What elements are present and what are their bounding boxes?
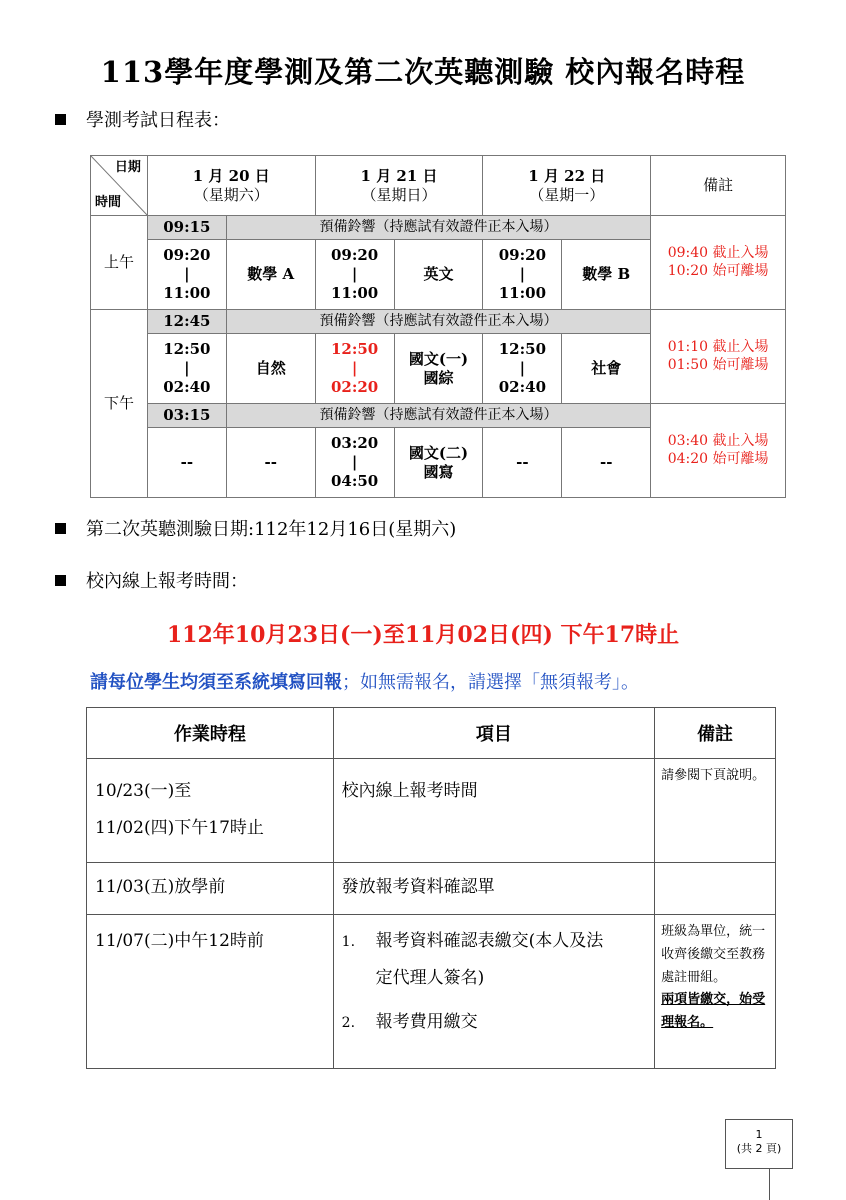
corner-date-label: 日期 <box>114 160 141 175</box>
day-header <box>147 156 315 216</box>
time-range: 09:20 | 11:00 <box>147 240 226 310</box>
time-range: 09:20 | 11:00 <box>483 240 562 310</box>
exam-note <box>651 216 786 310</box>
period-afternoon: 下午 <box>91 310 148 498</box>
empty-cell: -- <box>483 428 562 498</box>
item-list <box>342 923 654 1041</box>
day-weekday: （星期日） <box>361 185 437 204</box>
empty-cell: -- <box>562 428 651 498</box>
bell-time: 09:15 <box>147 216 226 240</box>
schedule-cell: 11/07(二)中午12時前 <box>87 915 334 1069</box>
time-range: 12:50 | 02:40 <box>483 334 562 404</box>
registration-deadline: 112年10月23日(一)至11月02日(四) 下午17時止 <box>166 622 680 648</box>
bell-time: 12:45 <box>147 310 226 334</box>
section-registration-time <box>55 567 248 593</box>
exam-note <box>651 310 786 404</box>
note-cell: 請參閱下頁說明。 <box>655 759 776 863</box>
table-row <box>87 863 776 915</box>
section-heading: 第二次英聽測驗日期:112年12月16日(星期六) <box>86 519 457 540</box>
square-bullet-icon <box>55 114 66 125</box>
subject: 國文(一) 國綜 <box>394 334 483 404</box>
bell-notice: 預備鈴響（持應試有效證件正本入場） <box>226 310 650 334</box>
day-date: 1 月 21 日 <box>360 166 438 185</box>
column-header: 作業時程 <box>87 708 334 759</box>
page-number: 1 <box>755 1128 763 1141</box>
bell-notice: 預備鈴響（持應試有效證件正本入場） <box>226 404 650 428</box>
list-item: 1. 報考資料確認表繳交(本人及法 定代理人簽名) <box>341 931 604 989</box>
underlined-note: 兩項皆繳交，始受理報名。 <box>661 992 766 1030</box>
subject: 數學 A <box>226 240 315 310</box>
column-header: 項目 <box>333 708 654 759</box>
time-range: 12:50 | 02:40 <box>147 334 226 404</box>
item-cell <box>333 915 654 1069</box>
instruction-text <box>90 668 639 694</box>
subject: 英文 <box>394 240 483 310</box>
page-title: 113學年度學測及第二次英聽測驗 校內報名時程 <box>100 55 746 89</box>
table-row <box>87 915 776 1069</box>
day-date: 1 月 22 日 <box>528 166 606 185</box>
table-row <box>87 759 776 863</box>
process-table <box>86 707 776 1069</box>
note-line: 10:20 始可離場 <box>667 262 769 279</box>
item-cell: 發放報考資料確認單 <box>333 863 654 915</box>
instruction-emphasis: 請每位學生均須至系統填寫回報 <box>90 672 342 693</box>
empty-cell: -- <box>226 428 315 498</box>
note-line: 01:10 截止入場 <box>667 339 769 355</box>
instruction-rest: ；如無需報名，請選擇「無須報考」。 <box>342 672 639 693</box>
bell-time: 03:15 <box>147 404 226 428</box>
subject: 數學 B <box>562 240 651 310</box>
time-range: 09:20 | 11:00 <box>315 240 394 310</box>
note-line: 04:20 始可離場 <box>667 450 769 467</box>
period-morning: 上午 <box>91 216 148 310</box>
day-header <box>483 156 651 216</box>
corner-header-cell <box>91 156 148 216</box>
time-range: 12:50 | 02:20 <box>315 334 394 404</box>
section-listening-test <box>55 515 456 541</box>
note-cell <box>655 863 776 915</box>
section-heading: 學測考試日程表： <box>86 110 230 131</box>
page-total: (共 2 頁) <box>736 1142 782 1156</box>
note-header: 備註 <box>651 156 786 216</box>
day-header <box>315 156 483 216</box>
item-cell: 校內線上報考時間 <box>333 759 654 863</box>
section-exam-schedule <box>55 106 230 132</box>
square-bullet-icon <box>55 523 66 534</box>
exam-note <box>651 404 786 498</box>
note-line: 01:50 始可離場 <box>667 356 769 373</box>
empty-cell: -- <box>147 428 226 498</box>
schedule-cell: 11/03(五)放學前 <box>87 863 334 915</box>
page-number-box <box>725 1119 793 1169</box>
subject: 國文(二) 國寫 <box>394 428 483 498</box>
section-heading: 校內線上報考時間： <box>86 571 248 592</box>
day-date: 1 月 20 日 <box>192 166 270 185</box>
subject: 社會 <box>562 334 651 404</box>
note-cell: 班級為單位，統一收齊後繳交至教務處註冊組。 兩項皆繳交，始受理報名。 <box>655 915 776 1069</box>
bell-notice: 預備鈴響（持應試有效證件正本入場） <box>226 216 650 240</box>
column-header: 備註 <box>655 708 776 759</box>
exam-schedule-table <box>90 155 786 498</box>
square-bullet-icon <box>55 575 66 586</box>
time-range: 03:20 | 04:50 <box>315 428 394 498</box>
corner-time-label: 時間 <box>95 194 122 210</box>
list-item: 2. 報考費用繳交 <box>341 1011 478 1032</box>
schedule-cell: 10/23(一)至 11/02(四)下午17時止 <box>87 759 334 863</box>
day-weekday: （星期六） <box>193 185 269 204</box>
day-weekday: （星期一） <box>529 185 605 204</box>
note-line: 03:40 截止入場 <box>667 433 769 449</box>
page-divider-line <box>769 1169 770 1200</box>
subject: 自然 <box>226 334 315 404</box>
note-line: 09:40 截止入場 <box>667 245 769 261</box>
